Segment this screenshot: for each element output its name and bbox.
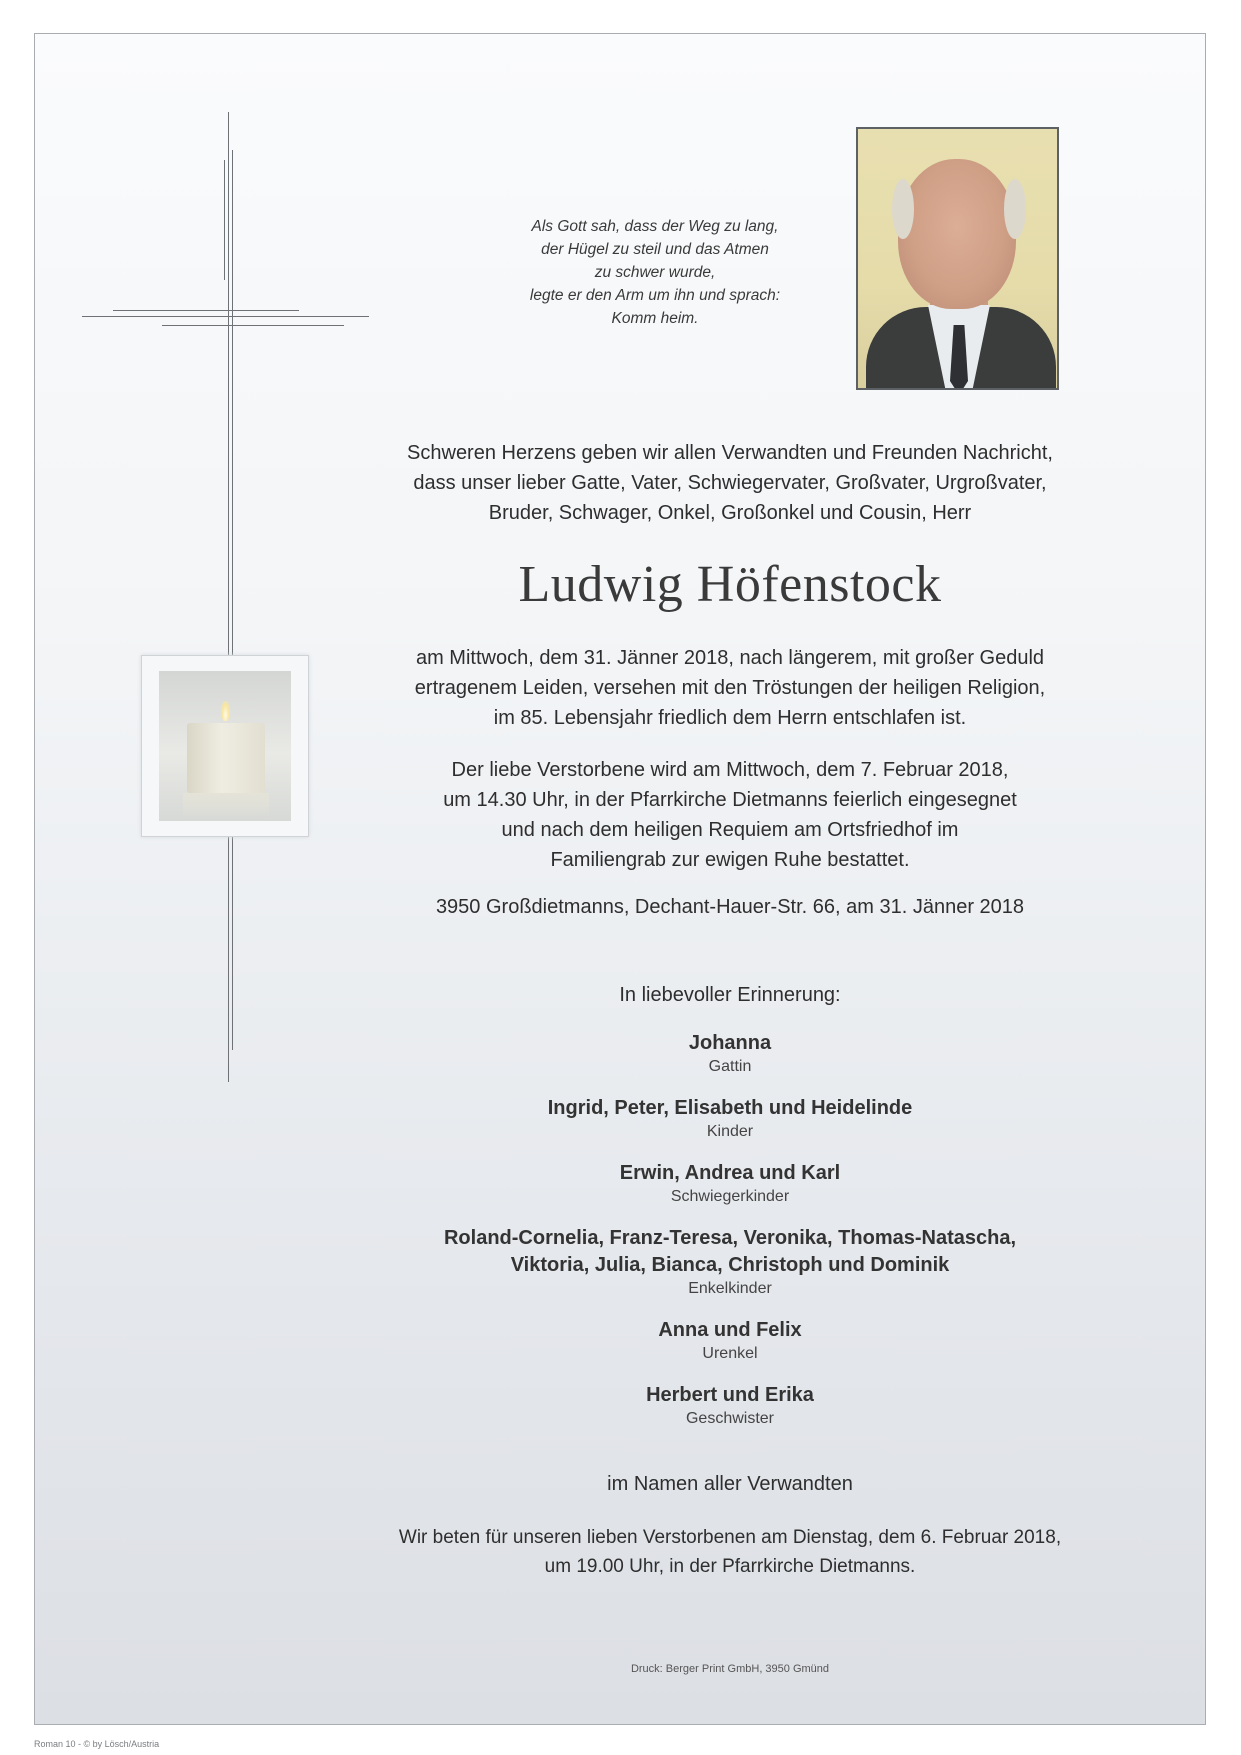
- funeral-details: [300, 755, 1160, 875]
- death-line: ertragenem Leiden, versehen mit den Tröstungen der heiligen Religion,: [414, 677, 1046, 699]
- relative-group: [300, 1030, 1160, 1077]
- prayer-line: Wir beten für unseren lieben Verstorbenen am Dienstag, dem 6. Februar 2018,: [398, 1527, 1062, 1548]
- death-notice: [300, 643, 1160, 733]
- relative-group: [300, 1225, 1160, 1299]
- deceased-name: Ludwig Höfenstock: [518, 556, 942, 613]
- quote-line: legte er den Arm um ihn und sprach:: [529, 287, 781, 304]
- relative-role: Kinder: [706, 1123, 754, 1140]
- prayer-notice: [300, 1523, 1160, 1581]
- behalf-text: im Namen aller Verwandten: [607, 1473, 853, 1495]
- funeral-line: um 14.30 Uhr, in der Pfarrkirche Dietmanns feierlich eingesegnet: [443, 789, 1017, 811]
- funeral-line: und nach dem heiligen Requiem am Ortsfriedhof im: [501, 819, 959, 841]
- death-line: im 85. Lebensjahr friedlich dem Herrn entschlafen ist.: [493, 707, 967, 729]
- memorial-quote: [490, 215, 820, 330]
- relative-names: Ingrid, Peter, Elisabeth und Heidelinde: [547, 1097, 913, 1119]
- funeral-line: Familiengrab zur ewigen Ruhe bestattet.: [550, 849, 910, 871]
- relative-role: Geschwister: [685, 1410, 775, 1427]
- relative-names: Erwin, Andrea und Karl: [619, 1162, 841, 1184]
- relatives-list: [300, 1030, 1160, 1447]
- relative-names: Anna und Felix: [658, 1319, 802, 1341]
- quote-line: Als Gott sah, dass der Weg zu lang,: [531, 218, 779, 235]
- candle-image: [141, 655, 309, 837]
- intro-line: Bruder, Schwager, Onkel, Großonkel und Cousin, Herr: [488, 502, 972, 524]
- printer-credit: Druck: Berger Print GmbH, 3950 Gmünd: [630, 1663, 830, 1675]
- prayer-line: um 19.00 Uhr, in der Pfarrkirche Dietmanns.: [544, 1556, 916, 1577]
- quote-line: zu schwer wurde,: [594, 264, 716, 281]
- portrait-photo: [856, 127, 1059, 390]
- intro-line: Schweren Herzens geben wir allen Verwandten und Freunden Nachricht,: [407, 442, 1053, 464]
- intro-line: dass unser lieber Gatte, Vater, Schwiegervater, Großvater, Urgroßvater,: [413, 472, 1047, 494]
- memory-heading: In liebevoller Erinnerung:: [619, 984, 841, 1006]
- relative-names: Roland-Cornelia, Franz-Teresa, Veronika, Thomas-Natascha,: [443, 1227, 1016, 1249]
- relative-names: Viktoria, Julia, Bianca, Christoph und Dominik: [510, 1254, 950, 1276]
- intro-text: [300, 438, 1160, 528]
- flame-icon: [221, 701, 230, 721]
- funeral-line: Der liebe Verstorbene wird am Mittwoch, dem 7. Februar 2018,: [451, 759, 1009, 781]
- relative-group: [300, 1160, 1160, 1207]
- quote-line: Komm heim.: [611, 310, 699, 327]
- relative-group: [300, 1095, 1160, 1142]
- relative-role: Schwiegerkinder: [670, 1188, 790, 1205]
- relative-role: Urenkel: [702, 1345, 758, 1362]
- relative-role: Gattin: [708, 1058, 752, 1075]
- quote-line: der Hügel zu steil und das Atmen: [541, 241, 769, 258]
- relative-role: Enkelkinder: [688, 1280, 772, 1297]
- relative-names: Johanna: [688, 1032, 772, 1054]
- death-line: am Mittwoch, dem 31. Jänner 2018, nach längerem, mit großer Geduld: [415, 647, 1045, 669]
- template-credit: Roman 10 - © by Lösch/Austria: [34, 1739, 160, 1749]
- relative-group: [300, 1317, 1160, 1364]
- relative-group: [300, 1382, 1160, 1429]
- relative-names: Herbert und Erika: [646, 1384, 814, 1406]
- place-date: 3950 Großdietmanns, Dechant-Hauer-Str. 66, am 31. Jänner 2018: [435, 896, 1025, 918]
